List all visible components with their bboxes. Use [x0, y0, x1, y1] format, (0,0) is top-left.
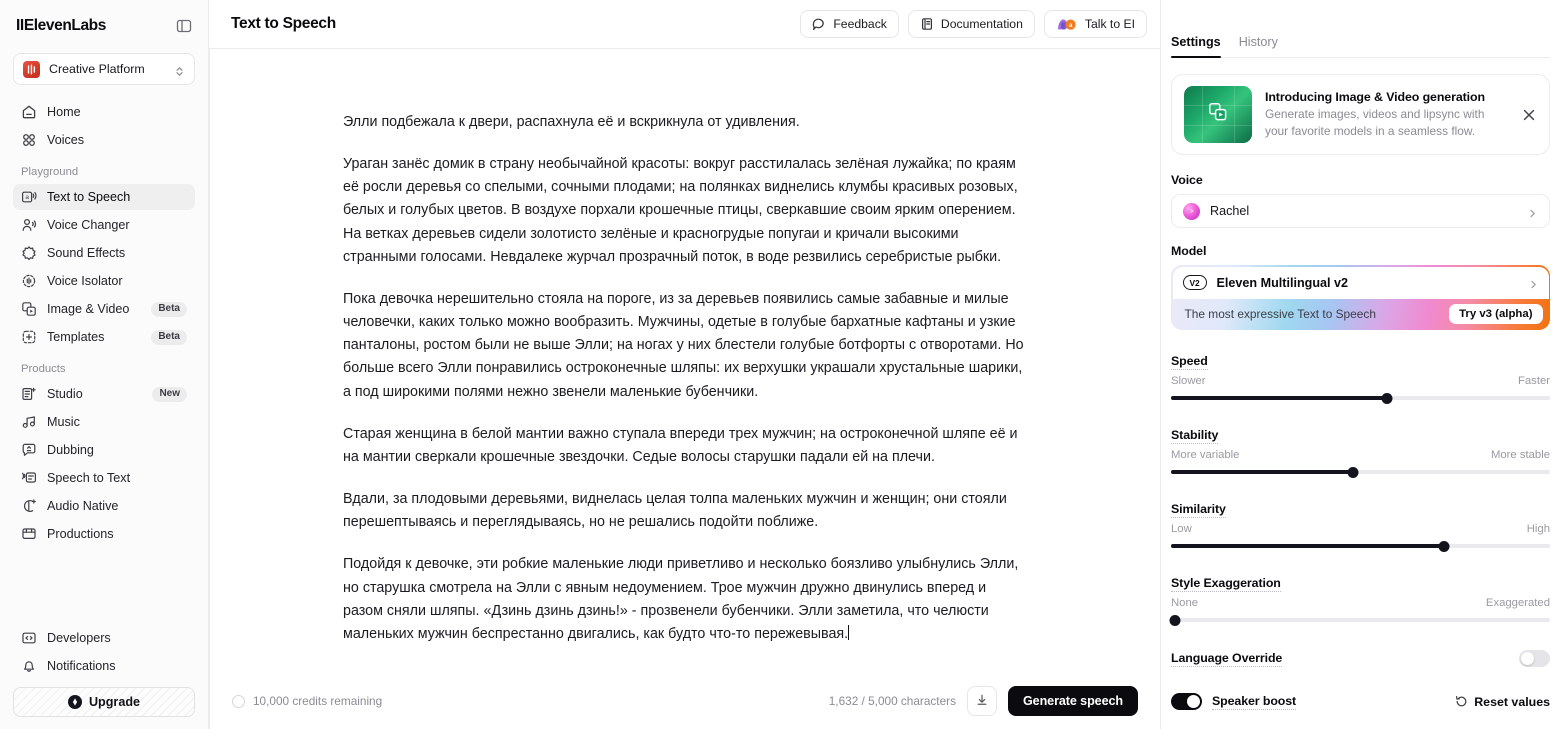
speaker-boost-group	[1171, 693, 1296, 710]
elevenlabs-logo-icon	[23, 61, 40, 78]
sidebar-item-label: Dubbing	[47, 443, 94, 457]
sidebar-item-notifications[interactable]	[13, 653, 195, 679]
slider-speed-track[interactable]	[1171, 392, 1550, 404]
slider-stability-thumb[interactable]	[1347, 467, 1358, 478]
voice-avatar-icon	[1183, 203, 1200, 220]
slider-similarity-label: Similarity	[1171, 502, 1226, 516]
sidebar-item-studio[interactable]	[13, 381, 195, 407]
sidebar-item-music[interactable]	[13, 409, 195, 435]
chevron-updown-icon	[174, 64, 185, 75]
slider-similarity-ends	[1171, 523, 1550, 535]
sidebar-item-label: Studio	[47, 387, 83, 401]
brand-logo-text: IIElevenLabs	[16, 17, 106, 34]
feedback-button[interactable]	[800, 10, 899, 38]
model-card-inner	[1173, 267, 1549, 329]
sidebar-item-voice-changer[interactable]	[13, 212, 195, 238]
brand-row	[13, 12, 195, 40]
slider-fill	[1171, 470, 1353, 474]
credits-ring-icon	[232, 695, 245, 708]
slider-stability-ends	[1171, 449, 1550, 461]
generate-speech-button[interactable]: Generate speech	[1008, 686, 1138, 716]
slider-style-track[interactable]	[1171, 614, 1550, 626]
sidebar-item-label: Image & Video	[47, 302, 130, 316]
text-to-speech-input[interactable]	[343, 111, 1027, 673]
sidebar-item-label: Voice Isolator	[47, 274, 123, 288]
home-icon	[21, 104, 37, 120]
sidebar-item-label: Audio Native	[47, 499, 119, 513]
voice-selector[interactable]	[1171, 194, 1550, 228]
credits-remaining-label: 10,000 credits remaining	[253, 694, 383, 708]
sidebar-item-label: Developers	[47, 631, 111, 645]
slider-style-max-label: Exaggerated	[1485, 597, 1550, 609]
editor-footer	[210, 673, 1160, 729]
music-icon	[21, 414, 37, 430]
sidebar-item-label: Voices	[47, 133, 85, 147]
voices-grid-icon	[21, 132, 37, 148]
language-override-label: Language Override	[1171, 650, 1283, 665]
sidebar-item-voice-isolator[interactable]	[13, 268, 195, 294]
model-name: Eleven Multilingual v2	[1216, 275, 1349, 290]
talk-to-ei-button[interactable]	[1044, 10, 1147, 38]
section-label-products: Products	[21, 363, 66, 375]
sidebar-item-dubbing[interactable]	[13, 437, 195, 463]
model-version-chip: V2	[1183, 275, 1207, 290]
close-icon[interactable]	[1521, 107, 1537, 123]
editor-scroll-area	[210, 49, 1160, 673]
model-label: Model	[1171, 244, 1207, 258]
sidebar-item-label: Notifications	[47, 659, 116, 673]
templates-icon	[21, 329, 37, 345]
model-tagline: The most expressive Text to Speech	[1184, 306, 1376, 321]
slider-speed-ends	[1171, 375, 1550, 387]
talk-to-ei-avatar-icon	[1056, 17, 1078, 32]
toggle-knob	[1521, 652, 1534, 665]
chat-bubble-icon	[812, 17, 826, 31]
documentation-button[interactable]	[908, 10, 1035, 38]
slider-style-ends	[1171, 597, 1550, 609]
tab-history[interactable]: History	[1238, 35, 1278, 49]
download-button[interactable]	[967, 686, 997, 716]
speaker-boost-toggle[interactable]	[1171, 693, 1202, 710]
slider-similarity-track[interactable]	[1171, 540, 1550, 552]
upgrade-button-label: Upgrade	[88, 695, 141, 709]
settings-tabs	[1161, 18, 1560, 58]
slider-similarity-max-label: High	[1526, 523, 1550, 535]
dubbing-icon	[21, 442, 37, 458]
sidebar-item-label: Productions	[47, 527, 114, 541]
documentation-button-label: Documentation	[940, 17, 1023, 31]
bell-icon	[21, 658, 37, 674]
language-override-toggle[interactable]	[1519, 650, 1550, 667]
slider-stability-track[interactable]	[1171, 466, 1550, 478]
sidebar-item-voices[interactable]	[13, 127, 195, 153]
chevron-right-icon	[1528, 277, 1539, 288]
sidebar-item-label: Templates	[47, 330, 105, 344]
editor-container	[209, 48, 1160, 729]
slider-fill	[1171, 396, 1387, 400]
download-icon	[975, 693, 989, 710]
image-video-icon	[1208, 102, 1228, 127]
workspace-switcher[interactable]	[13, 53, 195, 85]
character-count: 1,632 / 5,000 characters	[828, 694, 956, 708]
language-override-row	[1171, 650, 1550, 667]
sidebar-item-sound-effects[interactable]	[13, 240, 195, 266]
editor-paragraph: Старая женщина в белой мантии важно ступала впереди трех мужчин; на остроконечной шляпе её и на мантии сверкали крошечные звездочки. Седые волосы старушки падали ей на плечи.	[343, 425, 1018, 465]
slider-style-label: Style Exaggeration	[1171, 576, 1281, 590]
section-label-playground: Playground	[21, 166, 79, 178]
speech-to-text-icon	[21, 470, 37, 486]
sidebar-spacer	[0, 549, 208, 625]
audio-native-icon	[21, 498, 37, 514]
model-selector-card	[1171, 265, 1550, 330]
sidebar-item-label: Sound Effects	[47, 246, 126, 260]
slider-stability	[1171, 426, 1550, 478]
text-to-speech-icon	[21, 189, 37, 205]
sidebar-item-home[interactable]	[13, 99, 195, 125]
promo-banner[interactable]	[1171, 74, 1550, 155]
editor-footer-actions	[829, 686, 1138, 716]
slider-fill	[1171, 544, 1444, 548]
sidebar-item-productions[interactable]	[13, 521, 195, 547]
top-bar-actions	[800, 10, 1147, 38]
slider-stability-label: Stability	[1171, 428, 1219, 442]
voice-changer-icon	[21, 217, 37, 233]
sound-effects-icon	[21, 245, 37, 261]
svg-text:a: a	[25, 194, 29, 202]
settings-panel	[1160, 0, 1560, 729]
sidebar-footer	[0, 625, 208, 729]
panel-collapse-icon[interactable]	[176, 18, 192, 34]
image-video-icon	[21, 301, 37, 317]
text-caret	[848, 625, 849, 640]
developers-code-icon	[21, 630, 37, 646]
slider-stability-max-label: More stable	[1490, 449, 1550, 461]
sidebar-item-label: Music	[47, 415, 80, 429]
feedback-button-label: Feedback	[833, 17, 887, 31]
sidebar-item-text-to-speech[interactable]	[13, 184, 195, 210]
editor-paragraph: Ураган занёс домик в страну необычайной красоты: вокруг расстилалась зелёная лужайка; по краям её росли деревья со спелыми, сочными плодами; на полянках виднелись клумбы красивых розовых, белых и голубых цветов. В воздухе порхали крошечные птицы, сверкавшие своим ярким оперением. На ветках деревьев сидели золотисто зелёные и красногрудые попугаи и кричали высокими странными голосами. Невдалеке журчал прозрачный поток, в воде резвились серебристые рыбки.	[343, 156, 1018, 265]
sidebar-item-badge: New	[152, 387, 187, 402]
sidebar-item-label: Home	[47, 105, 81, 119]
editor-paragraph: Вдали, за плодовыми деревьями, виднелась целая толпа маленьких мужчин и женщин; они стояли перешептываясь и переглядываясь, но не решались подойти поближе.	[343, 491, 1007, 531]
settings-body	[1161, 58, 1560, 729]
editor-paragraph-text: Подойдя к девочке, эти робкие маленькие люди приветливо и несколько боязливо улыбнулись Элли, но старушка смотрела на Элли с явным недоумением. Трое мужчин дружно двинулись вперед и разом сняли шляпы. «Дзинь дзинь дзинь!» - прозвенели бубенчики. Элли заметила, что челюсти маленьких мужчин беспрестанно двигались, как будто что-то пережевывая.	[343, 556, 1019, 642]
voice-name: Rachel	[1210, 204, 1250, 218]
sidebar-item-developers[interactable]	[13, 625, 195, 651]
slider-style-min-label: None	[1171, 597, 1199, 609]
promo-thumbnail	[1184, 86, 1252, 143]
promo-description: Generate images, videos and lipsync with your favorite models in a seamless flow.	[1265, 106, 1485, 138]
tab-settings[interactable]: Settings	[1171, 35, 1221, 58]
toggle-knob	[1187, 695, 1200, 708]
model-selector[interactable]	[1173, 267, 1549, 299]
sidebar-item-image-video[interactable]	[13, 296, 195, 322]
try-v3-button[interactable]: Try v3 (alpha)	[1449, 304, 1542, 324]
slider-similarity-thumb[interactable]	[1438, 541, 1449, 552]
sidebar-item-badge: Beta	[151, 302, 187, 317]
sidebar-item-label: Voice Changer	[47, 218, 130, 232]
slider-style-exaggeration	[1171, 574, 1550, 626]
promo-text	[1265, 90, 1508, 140]
upgrade-button[interactable]	[13, 687, 195, 717]
slider-similarity-min-label: Low	[1171, 523, 1192, 535]
slider-similarity	[1171, 500, 1550, 552]
reset-values-button[interactable]	[1455, 695, 1550, 709]
slider-rail	[1171, 618, 1550, 622]
voice-label: Voice	[1171, 173, 1203, 187]
sidebar	[0, 0, 209, 729]
slider-speed-min-label: Slower	[1171, 375, 1206, 387]
upgrade-diamond-icon	[68, 695, 82, 709]
sidebar-item-label: Speech to Text	[47, 471, 131, 485]
editor-paragraph-last	[343, 553, 1027, 646]
page-title: Text to Speech	[231, 15, 336, 32]
voice-isolator-icon	[21, 273, 37, 289]
sidebar-item-label: Text to Speech	[47, 190, 131, 204]
sidebar-item-badge: Beta	[151, 330, 187, 345]
sidebar-top	[0, 0, 208, 99]
slider-speed-thumb[interactable]	[1382, 393, 1393, 404]
speaker-boost-label: Speaker boost	[1212, 693, 1297, 708]
editor-paragraph: Пока девочка нерешительно стояла на пороге, из за деревьев появились самые забавные и милые человечки, каких только можно вообразить. Мужчины, одетые в голубые бархатные кафтаны и узкие панталоны, ростом были не выше Элли; на ногах у них блестели голубые ботфорты с отворотами. Но больше всего Элли понравились остроконечные шляпы: их верхушки украшали хрустальные шарики, а под широкими полями нежно звенели маленькие бубенчики.	[343, 290, 1024, 400]
top-bar	[209, 0, 1160, 48]
credits-remaining	[232, 694, 382, 708]
main-content	[209, 0, 1160, 729]
slider-stability-min-label: More variable	[1171, 449, 1240, 461]
sidebar-item-audio-native[interactable]	[13, 493, 195, 519]
studio-icon	[21, 386, 37, 402]
book-icon	[920, 17, 934, 31]
workspace-name: Creative Platform	[49, 62, 145, 76]
slider-speed	[1171, 352, 1550, 404]
reset-icon	[1455, 695, 1468, 708]
slider-speed-max-label: Faster	[1517, 375, 1550, 387]
talk-to-ei-button-label: Talk to EI	[1084, 17, 1135, 31]
model-promo-row	[1173, 299, 1549, 329]
promo-title: Introducing Image & Video generation	[1265, 89, 1485, 104]
svg-text:a: a	[1068, 21, 1073, 29]
slider-style-thumb[interactable]	[1169, 615, 1180, 626]
slider-speed-label: Speed	[1171, 354, 1208, 368]
editor-paragraph: Элли подбежала к двери, распахнула её и вскрикнула от удивления.	[343, 114, 800, 130]
productions-icon	[21, 526, 37, 542]
speaker-boost-row	[1171, 693, 1550, 720]
sidebar-item-templates[interactable]	[13, 324, 195, 350]
chevron-right-icon	[1527, 206, 1538, 217]
reset-values-label: Reset values	[1474, 694, 1550, 709]
sidebar-nav	[0, 99, 208, 549]
sidebar-item-speech-to-text[interactable]	[13, 465, 195, 491]
